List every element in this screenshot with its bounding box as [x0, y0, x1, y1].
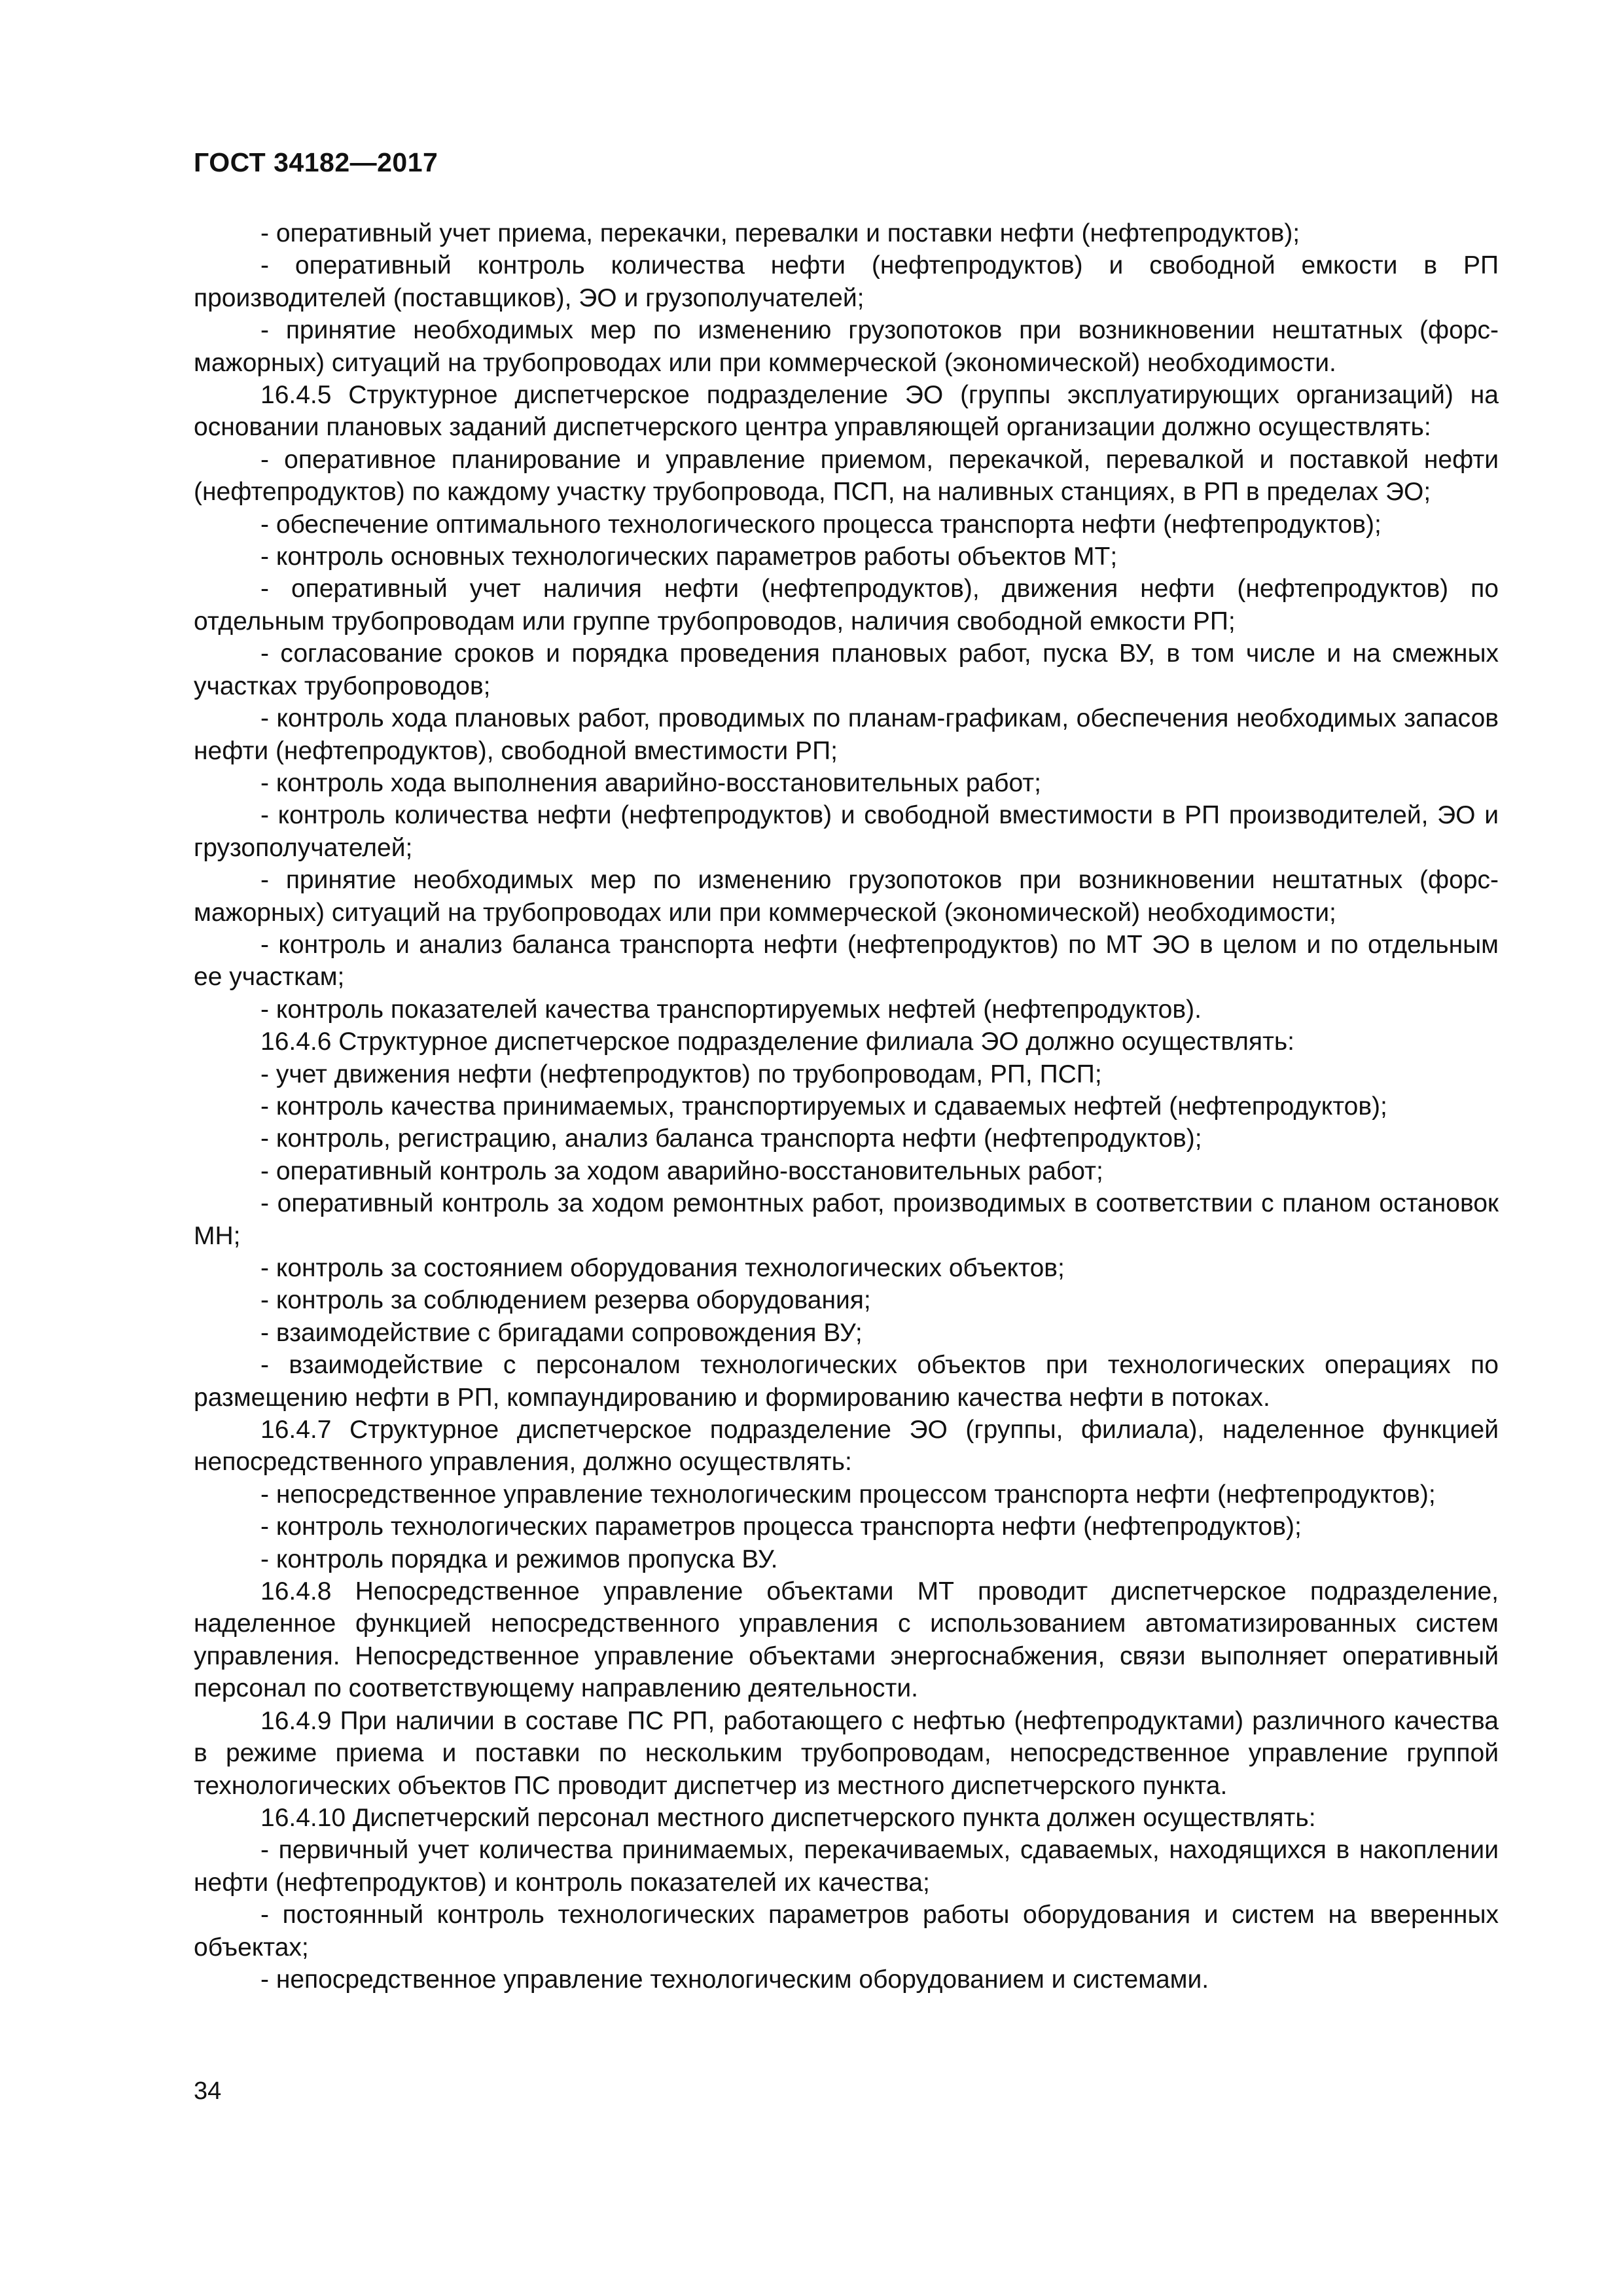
document-id-header: ГОСТ 34182—2017	[194, 147, 438, 177]
paragraph: - первичный учет количества принимаемых, перекачиваемых, сдаваемых, находящихся в накоплении нефти (нефтепродуктов) и контроль показателей их качества;	[194, 1836, 1499, 1897]
page-number: 34	[194, 2077, 222, 2105]
paragraph: - контроль показателей качества транспортируемых нефтей (нефтепродуктов).	[260, 995, 1202, 1024]
paragraph: - оперативное планирование и управление приемом, перекачкой, перевалкой и поставкой нефти (нефтепродуктов) по каждому участку трубопровода, ПСП, на наливных станциях, в РП в пределах ЭО;	[194, 445, 1499, 507]
paragraph: 16.4.6 Структурное диспетчерское подразделение филиала ЭО должно осуществлять:	[260, 1028, 1294, 1056]
paragraph: - принятие необходимых мер по изменению грузопотоков при возникновении нештатных (форс-мажорных) ситуаций на трубопроводах или при коммерческой (экономической) необходимости.	[194, 316, 1499, 377]
paragraph: - взаимодействие с персоналом технологических объектов при технологических операциях по размещению нефти в РП, компаундированию и формированию качества нефти в потоках.	[194, 1351, 1499, 1412]
paragraph: - принятие необходимых мер по изменению грузопотоков при возникновении нештатных (форс-мажорных) ситуаций на трубопроводах или при коммерческой (экономической) необходимости;	[194, 866, 1499, 927]
paragraph: - контроль порядка и режимов пропуска ВУ.	[260, 1545, 778, 1573]
paragraph: - непосредственное управление технологическим оборудованием и системами.	[260, 1965, 1209, 1994]
paragraph: 16.4.7 Структурное диспетчерское подразделение ЭО (группы, филиала), наделенное функцией непосредственного управления, должно осуществлять:	[194, 1416, 1499, 1477]
document-body	[194, 217, 1499, 1996]
paragraph: - контроль за соблюдением резерва оборудования;	[260, 1286, 871, 1315]
paragraph: - контроль качества принимаемых, транспортируемых и сдаваемых нефтей (нефтепродуктов);	[260, 1092, 1387, 1121]
paragraph: - взаимодействие с бригадами сопровождения ВУ;	[260, 1318, 863, 1347]
paragraph: 16.4.8 Непосредственное управление объектами МТ проводит диспетчерское подразделение, наделенное функцией непосредственного управления с использованием автоматизированных систем управления. Непосредственное управление объектами энергоснабжения, связи выполняет оперативный персонал по соответствующему направлению деятельности.	[194, 1577, 1499, 1703]
paragraph: - оперативный учет приема, перекачки, перевалки и поставки нефти (нефтепродуктов);	[260, 219, 1300, 247]
paragraph: 16.4.10 Диспетчерский персонал местного диспетчерского пункта должен осуществлять:	[260, 1803, 1316, 1832]
paragraph: - оперативный контроль за ходом аварийно-восстановительных работ;	[260, 1157, 1103, 1185]
paragraph: - контроль количества нефти (нефтепродуктов) и свободной вместимости в РП производителей, ЭО и грузополучателей;	[194, 801, 1499, 862]
paragraph: - контроль хода плановых работ, проводимых по планам-графикам, обеспечения необходимых запасов нефти (нефтепродуктов), свободной вместимости РП;	[194, 704, 1499, 765]
paragraph: - оперативный контроль количества нефти (нефтепродуктов) и свободной емкости в РП производителей (поставщиков), ЭО и грузополучателей;	[194, 251, 1499, 312]
paragraph: - контроль за состоянием оборудования технологических объектов;	[260, 1254, 1065, 1282]
paragraph: 16.4.5 Структурное диспетчерское подразделение ЭО (группы эксплуатирующих организаций) на основании плановых заданий диспетчерского центра управляющей организации должно осуществлять:	[194, 381, 1499, 442]
paragraph: - непосредственное управление технологическим процессом транспорта нефти (нефтепродуктов);	[260, 1480, 1436, 1509]
paragraph: - оперативный учет наличия нефти (нефтепродуктов), движения нефти (нефтепродуктов) по отдельным трубопроводам или группе трубопроводов, наличия свободной емкости РП;	[194, 575, 1499, 636]
paragraph: 16.4.9 При наличии в составе ПС РП, работающего с нефтью (нефтепродуктами) различного качества в режиме приема и поставки по нескольким трубопроводам, непосредственное управление группой технологических объектов ПС проводит диспетчер из местного диспетчерского пункта.	[194, 1706, 1499, 1800]
paragraph: - контроль и анализ баланса транспорта нефти (нефтепродуктов) по МТ ЭО в целом и по отдельным ее участкам;	[194, 930, 1499, 992]
paragraph: - оперативный контроль за ходом ремонтных работ, производимых в соответствии с планом остановок МН;	[194, 1189, 1499, 1250]
paragraph: - контроль технологических параметров процесса транспорта нефти (нефтепродуктов);	[260, 1513, 1302, 1541]
paragraph: - согласование сроков и порядка проведения плановых работ, пуска ВУ, в том числе и на смежных участках трубопроводов;	[194, 639, 1499, 700]
paragraph: - контроль основных технологических параметров работы объектов МТ;	[260, 543, 1118, 571]
paragraph: - контроль, регистрацию, анализ баланса транспорта нефти (нефтепродуктов);	[260, 1124, 1202, 1153]
paragraph: - учет движения нефти (нефтепродуктов) по трубопроводам, РП, ПСП;	[260, 1060, 1102, 1088]
paragraph: - обеспечение оптимального технологического процесса транспорта нефти (нефтепродуктов);	[260, 510, 1382, 539]
paragraph: - постоянный контроль технологических параметров работы оборудования и систем на вверенных объектах;	[194, 1901, 1499, 1962]
paragraph: - контроль хода выполнения аварийно-восстановительных работ;	[260, 768, 1041, 797]
